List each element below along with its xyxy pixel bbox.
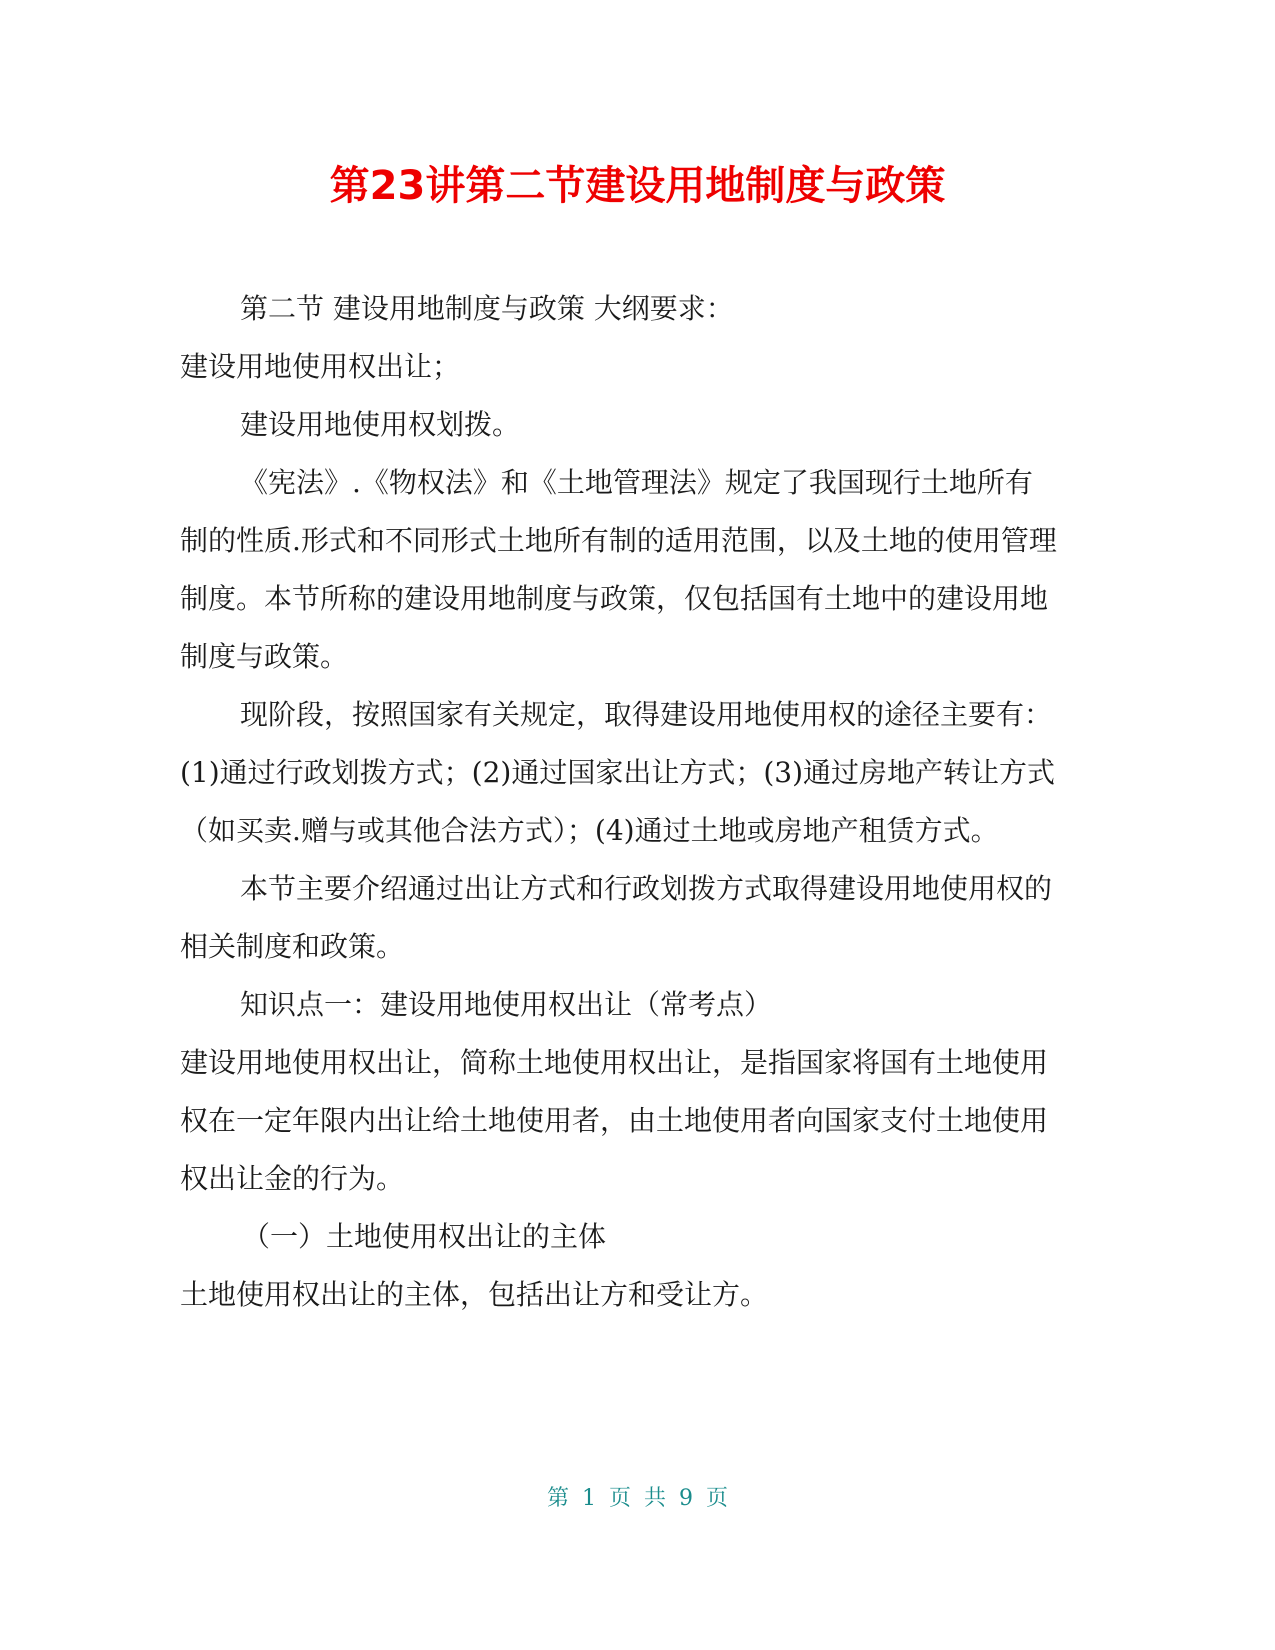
outline-item-2: 建设用地使用权划拨。 — [240, 408, 521, 441]
paragraph-acquisition-routes: 现阶段，按照国家有关规定，取得建设用地使用权的途径主要有：(1)通过行政划拨方式；(2)通过国家出让方式；(3)通过房地产转让方式（如买卖.赠与或其他合法方式）；(4)通过土地或房地产租赁方式。 — [180, 698, 1055, 847]
paragraph-definition: 建设用地使用权出让，简称土地使用权出让，是指国家将国有土地使用权在一定年限内出让给土地使用者，由土地使用者向国家支付土地使用权出让金的行为。 — [180, 1046, 1049, 1195]
document-title: 第23讲第二节建设用地制度与政策 — [329, 163, 946, 209]
paragraph-subjects: 土地使用权出让的主体，包括出让方和受让方。 — [180, 1278, 769, 1311]
outline-item-1: 建设用地使用权出让； — [180, 350, 461, 383]
knowledge-point-heading: 知识点一：建设用地使用权出让（常考点） — [240, 988, 773, 1021]
paragraph-section-intro: 本节主要介绍通过出让方式和行政划拨方式取得建设用地使用权的相关制度和政策。 — [180, 872, 1053, 963]
paragraph-law-basis: 《宪法》.《物权法》和《土地管理法》规定了我国现行土地所有制的性质.形式和不同形式土地所有制的适用范围，以及土地的使用管理制度。本节所称的建设用地制度与政策，仅包括国有土地中的建设用地制度与政策。 — [180, 466, 1057, 673]
subsection-heading: （一）土地使用权出让的主体 — [242, 1220, 607, 1253]
document-body — [180, 280, 1060, 1324]
section-heading: 第二节 建设用地制度与政策 大纲要求： — [240, 292, 734, 325]
page-number-footer: 第 1 页 共 9 页 — [547, 1486, 728, 1511]
